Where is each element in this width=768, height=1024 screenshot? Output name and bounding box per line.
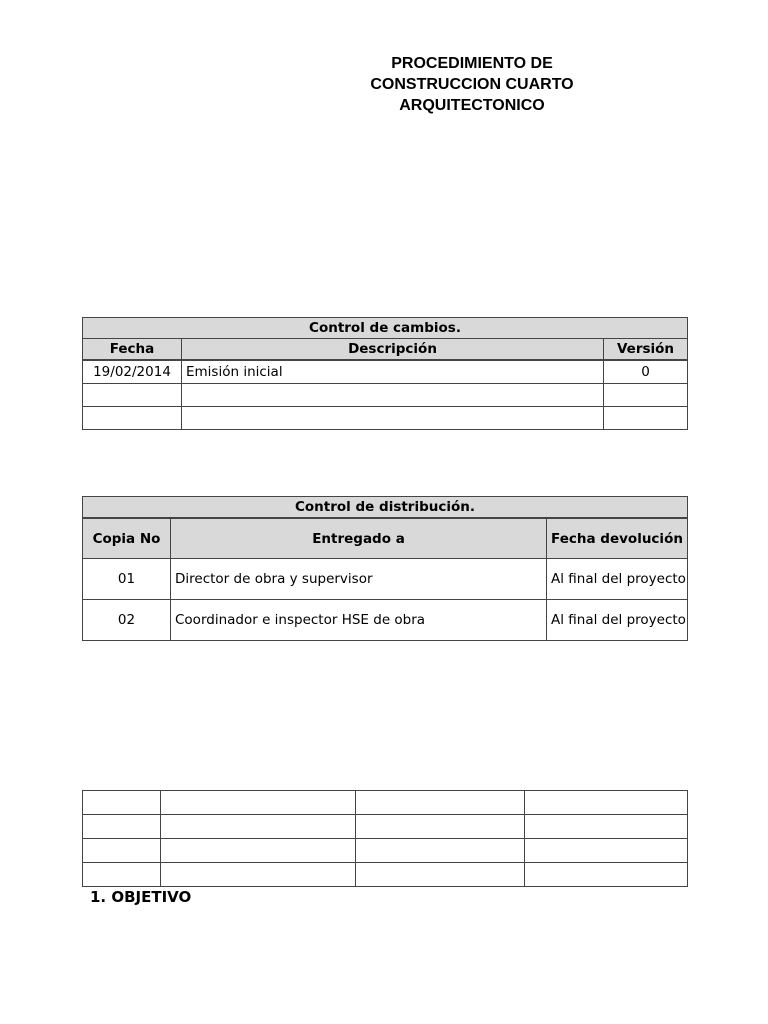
cell-fecha: 19/02/2014 bbox=[83, 360, 182, 384]
empty-cell bbox=[525, 791, 688, 815]
table-row bbox=[83, 559, 688, 600]
table-row bbox=[83, 360, 688, 384]
empty-cell bbox=[525, 815, 688, 839]
empty-cell bbox=[356, 791, 525, 815]
empty-cell bbox=[356, 863, 525, 887]
cell-descripcion bbox=[182, 407, 604, 430]
title-line-2: CONSTRUCCION CUARTO bbox=[370, 76, 574, 93]
cell-fecha-devolucion: Al final del proyecto bbox=[547, 559, 688, 600]
cell-entregado: Coordinador e inspector HSE de obra bbox=[171, 600, 547, 641]
cell-descripcion: Emisión inicial bbox=[182, 360, 604, 384]
empty-cell bbox=[356, 839, 525, 863]
empty-cell bbox=[161, 815, 356, 839]
title-line-1: PROCEDIMIENTO DE bbox=[391, 55, 553, 72]
column-header-copia: Copia No bbox=[83, 518, 171, 559]
table-row bbox=[83, 863, 688, 887]
document-title bbox=[322, 53, 622, 116]
empty-cell bbox=[161, 839, 356, 863]
cell-fecha bbox=[83, 407, 182, 430]
cell-fecha bbox=[83, 384, 182, 407]
section-heading-objetivo: 1. OBJETIVO bbox=[90, 888, 192, 906]
cell-fecha-devolucion: Al final del proyecto bbox=[547, 600, 688, 641]
column-header-fecha-devolucion: Fecha devolución bbox=[547, 518, 688, 559]
empty-cell bbox=[83, 815, 161, 839]
empty-cell bbox=[525, 839, 688, 863]
cell-version bbox=[604, 407, 688, 430]
empty-cell bbox=[525, 863, 688, 887]
table-row bbox=[83, 384, 688, 407]
control-de-cambios-table bbox=[82, 317, 688, 430]
empty-cell bbox=[356, 815, 525, 839]
cell-descripcion bbox=[182, 384, 604, 407]
table-caption: Control de distribución. bbox=[83, 497, 688, 519]
table-row bbox=[83, 407, 688, 430]
blank-table bbox=[82, 790, 688, 887]
cell-version: 0 bbox=[604, 360, 688, 384]
empty-cell bbox=[83, 839, 161, 863]
table-caption: Control de cambios. bbox=[83, 318, 688, 339]
control-de-distribucion-table bbox=[82, 496, 688, 641]
column-header-fecha: Fecha bbox=[83, 339, 182, 361]
title-line-3: ARQUITECTONICO bbox=[399, 97, 545, 114]
empty-cell bbox=[83, 791, 161, 815]
column-header-version: Versión bbox=[604, 339, 688, 361]
cell-entregado: Director de obra y supervisor bbox=[171, 559, 547, 600]
table-row bbox=[83, 791, 688, 815]
column-header-descripcion: Descripción bbox=[182, 339, 604, 361]
column-header-entregado: Entregado a bbox=[171, 518, 547, 559]
cell-copia: 02 bbox=[83, 600, 171, 641]
table-row bbox=[83, 815, 688, 839]
empty-cell bbox=[161, 863, 356, 887]
empty-cell bbox=[83, 863, 161, 887]
table-row bbox=[83, 839, 688, 863]
cell-version bbox=[604, 384, 688, 407]
table-row bbox=[83, 600, 688, 641]
cell-copia: 01 bbox=[83, 559, 171, 600]
empty-cell bbox=[161, 791, 356, 815]
